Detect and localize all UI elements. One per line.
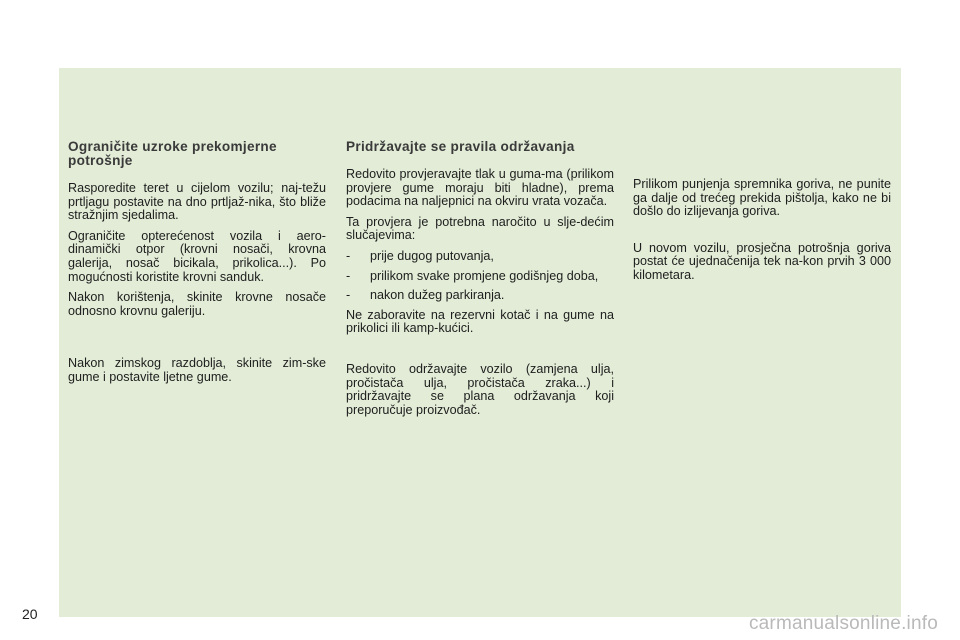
paragraph-winter-tyres: Nakon zimskog razdoblja, skinite zim-ske gume i postavite ljetne gume.	[68, 356, 326, 384]
paragraph-check-cases: Ta provjera je potrebna naročito u slje-dećim slučajevima:	[346, 214, 614, 243]
watermark: carmanualsonline.info	[748, 613, 938, 634]
list-dash: -	[346, 288, 351, 303]
paragraph-service-plan: Redovito održavajte vozilo (zamjena ulja, pročistača ulja, pročistača zraka...) i pridržavajte se plana održavanja koji preporučuje proizvođač.	[346, 361, 614, 417]
paragraph-new-vehicle: U novom vozilu, prosječna potrošnja goriva postat će ujednačenija tek na-kon prvih 3 000 kilometara.	[633, 240, 891, 282]
list-item: - prilikom svake promjene godišnjeg doba,	[346, 268, 599, 283]
column-left	[68, 140, 326, 392]
list-dash: -	[346, 248, 351, 263]
paragraph-load-distribution: Rasporedite teret u cijelom vozilu; naj-težu prtljagu postavite na dno prtljaž-nika, što bliže stražnjim sjedalima.	[68, 181, 326, 223]
list-item: - prije dugog putovanja,	[346, 248, 494, 263]
column-right	[633, 178, 891, 290]
column-middle	[346, 140, 614, 424]
page-number: 20	[22, 606, 38, 622]
paragraph-refuelling: Prilikom punjenja spremnika goriva, ne punite ga dalje od trećeg prekida pištolja, kako ne bi došlo do izlijevanja goriva.	[633, 177, 891, 219]
list-item: - nakon dužeg parkiranja.	[346, 288, 505, 303]
list-dash: -	[346, 268, 351, 283]
paragraph-tyre-pressure: Redovito provjeravajte tlak u guma-ma (prilikom provjere gume moraju biti hladne), prema podacima na naljepnici na okviru vrata vozača.	[346, 167, 614, 209]
paragraph-spare-wheel: Ne zaboravite na rezervni kotač i na gume na prikolici ili kamp-kućici.	[346, 307, 614, 336]
paragraph-aero-drag: Ograničite opterećenost vozila i aero-dinamički otpor (krovni nosači, krovna galerija, nosač bicikala, prikolica...). Po mogućnosti koristite krovni sanduk.	[68, 228, 326, 284]
heading-maintenance: Pridržavajte se pravila održavanja	[346, 139, 575, 154]
paragraph-remove-roof-bars: Nakon korištenja, skinite krovne nosače odnosno krovnu galeriju.	[68, 290, 326, 318]
heading-limit-consumption: Ograničite uzroke prekomjerne potrošnje	[68, 139, 277, 168]
